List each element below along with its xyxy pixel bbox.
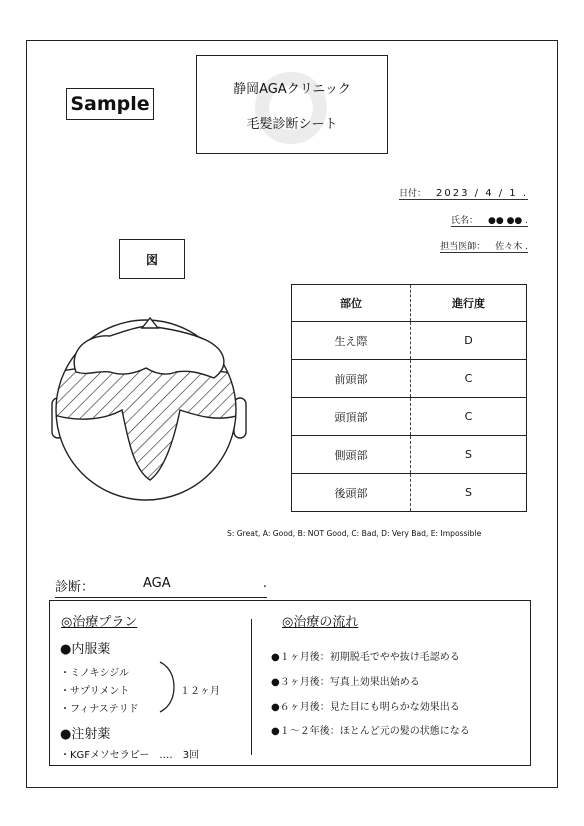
table-row <box>292 474 527 512</box>
table-header-row <box>292 285 527 322</box>
doctor-line <box>440 239 528 253</box>
grade-cell: S <box>411 474 527 512</box>
date-value: 2023 / 4 / 1 . <box>436 188 528 199</box>
name-label: 氏名： <box>450 216 478 226</box>
sample-label: Sample <box>66 88 154 120</box>
region-cell: 頭頂部 <box>292 398 411 436</box>
bracket-icon <box>158 660 178 714</box>
region-cell: 後頭部 <box>292 474 411 512</box>
oral-label: ●内服薬 <box>60 642 111 657</box>
region-cell: 側頭部 <box>292 436 411 474</box>
date-line <box>399 186 528 200</box>
table-row <box>292 322 527 360</box>
table-row <box>292 436 527 474</box>
flow-step: ●３ヶ月後：写真上効果出始める <box>271 677 420 688</box>
flow-step: ●１～２年後：ほとんど元の髪の状態になる <box>271 726 470 737</box>
oral-duration: １２ヶ月 <box>180 686 220 697</box>
clinic-header-box <box>196 55 388 154</box>
progress-table <box>291 284 527 512</box>
patient-name-line <box>451 213 528 227</box>
name-value: ●● ●● . <box>488 216 528 226</box>
oral-item: ・フィナステリド <box>60 704 139 715</box>
header-region: 部位 <box>292 285 411 322</box>
oral-item: ・サプリメント <box>60 686 130 697</box>
oral-item: ・ミノキシジル <box>60 668 129 679</box>
head-diagram <box>48 310 258 510</box>
doctor-value: 佐々木 . <box>495 242 528 252</box>
hair-top <box>74 326 224 378</box>
diagnosis-label: 診断： <box>55 580 95 595</box>
doctor-label: 担当医師： <box>440 242 486 252</box>
grade-cell: C <box>411 398 527 436</box>
flow-step: ●１ヶ月後：初期脱毛でやや抜け毛認める <box>271 652 460 663</box>
region-cell: 前頭部 <box>292 360 411 398</box>
flow-title: ◎治療の流れ <box>282 615 359 630</box>
plan-title: ◎治療プラン <box>61 615 138 630</box>
header-progress: 進行度 <box>411 285 527 322</box>
diagnosis-line <box>55 576 267 598</box>
grade-cell: S <box>411 436 527 474</box>
table-row <box>292 398 527 436</box>
figure-label: 図 <box>119 239 185 279</box>
region-cell: 生え際 <box>292 322 411 360</box>
grade-legend: S: Great, A: Good, B: NOT Good, C: Bad, D: Very Bad, E: Impossible <box>227 529 482 538</box>
injection-item: ・KGFメソセラピー ‥‥ 3回 <box>60 750 200 761</box>
flow-step: ●６ヶ月後：見た目にも明らかな効果出る <box>271 702 460 713</box>
diagnosis-end: . <box>262 576 267 591</box>
clinic-name: 静岡AGAクリニック <box>233 81 351 97</box>
column-divider <box>251 619 252 755</box>
injection-label: ●注射薬 <box>60 727 111 742</box>
grade-cell: D <box>411 322 527 360</box>
table-row <box>292 360 527 398</box>
diagnosis-value: AGA <box>143 576 171 591</box>
grade-cell: C <box>411 360 527 398</box>
sheet-title: 毛髪診断シート <box>246 116 338 132</box>
date-label: 日付： <box>399 189 427 199</box>
